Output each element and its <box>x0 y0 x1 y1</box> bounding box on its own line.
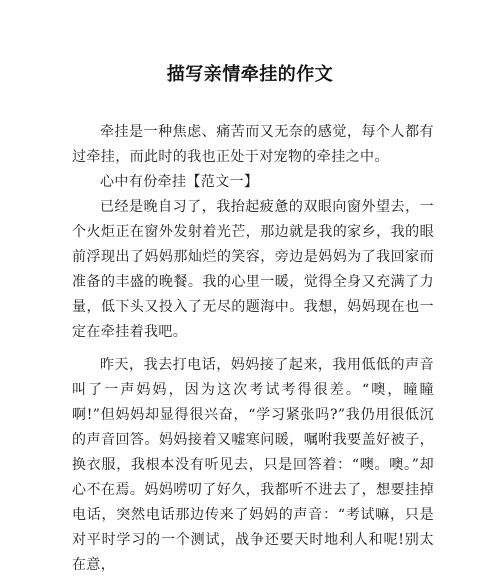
document-body <box>72 120 434 578</box>
section-heading: 心中有份牵挂【范文一】 <box>100 174 259 190</box>
paragraph-phone-call: 昨天，我去打电话，妈妈接了起来，我用低低的声音叫了一声妈妈，因为这次考试考得很差。“噢，瞳瞳啊!”但妈妈却显得很兴奋，“学习紧张吗?”我仍用很低沉的声音回答。妈妈接着又嘘寒问暖，嘱咐我要盖好被子，换衣服，我根本没有听见去，只是回答着：“噢。噢。”却心不在焉。妈妈唠叨了好久，我都听不进去了，想要挂掉电话，突然电话那边传来了妈妈的声音：“考试嘛，只是对平时学习的一个测试，战争还要天时地利人和呢!别太在意， <box>72 357 434 573</box>
paragraph-intro: 牵挂是一种焦虑、痛苦而又无奈的感觉，每个人都有过牵挂，而此时的我也正处于对宠物的牵挂之中。 <box>72 124 434 165</box>
document-title: 描写亲情牵挂的作文 <box>166 64 334 85</box>
paragraph-evening: 已经是晚自习了，我抬起疲惫的双眼向窗外望去，一个火炬正在窗外发射着光芒，那边就是我的家乡，我的眼前浮现出了妈妈那灿烂的笑容，旁边是妈妈为了我回家而准备的丰盛的晚餐。我的心里一暖，觉得全身又充满了力量，低下头又投入了无尽的题海中。我想，妈妈现在也一定在牵挂着我吧。 <box>72 199 434 340</box>
